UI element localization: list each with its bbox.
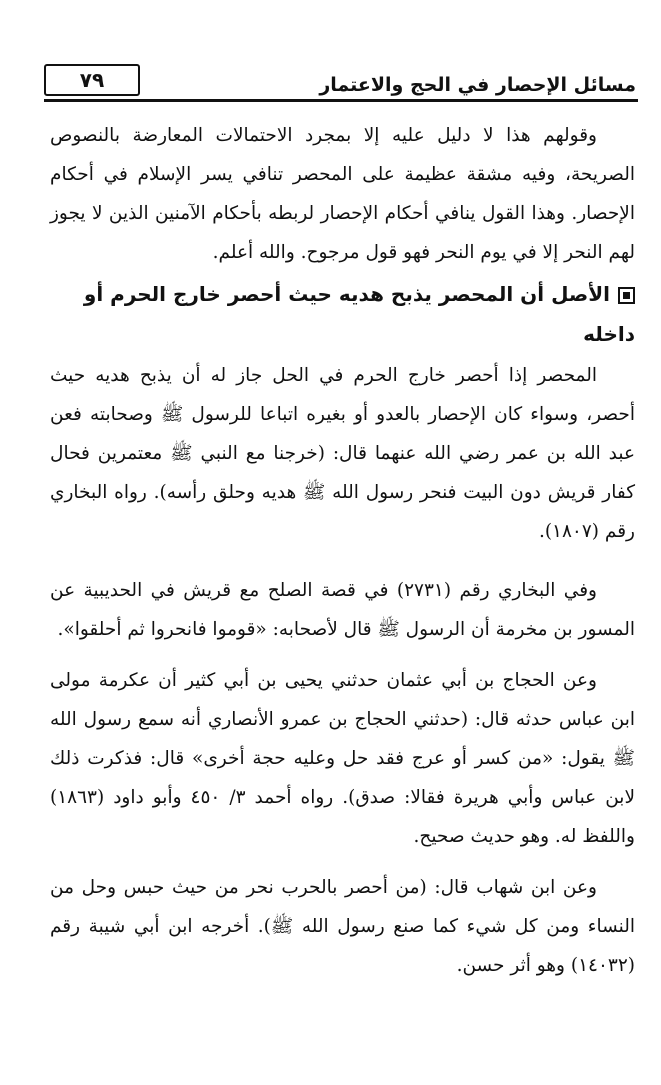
page-header	[44, 64, 638, 104]
paragraph-3: وفي البخاري رقم (٢٧٣١) في قصة الصلح مع قريش في الحديبية عن المسور بن مخرمة أن الرسول ﷺ قال لأصحابه: «قوموا فانحروا ثم أحلقوا».	[50, 580, 635, 640]
running-title: مسائل الإحصار في الحج والاعتمار	[319, 74, 636, 96]
section-marker-icon	[618, 287, 635, 304]
paragraph-2: المحصر إذا أحصر خارج الحرم في الحل جاز له أن يذبح هديه حيث أحصر، وسواء كان الإحصار بالعدو أو بغيره اتباعا للرسول ﷺ وصحابته فعن عبد الله بن عمر رضي الله عنهما قال: (خرجنا مع النبي ﷺ معتمرين فحال كفار قريش دون البيت فنحر رسول الله ﷺ هديه وحلق رأسه). رواه البخاري رقم (١٨٠٧).	[50, 365, 635, 542]
page-number: ٧٩	[79, 68, 105, 92]
page-number-box	[44, 64, 140, 96]
paragraph-5: وعن ابن شهاب قال: (من أحصر بالحرب نحر من حيث حبس وحل من النساء ومن كل شيء كما صنع رسول الله ﷺ). أخرجه ابن أبي شيبة رقم (١٤٠٣٢) وهو أثر حسن.	[50, 877, 635, 976]
header-rule	[44, 99, 638, 102]
section-heading	[50, 274, 635, 354]
page-body	[50, 116, 635, 985]
section-heading-text: الأصل أن المحصر يذبح هديه حيث أحصر خارج الحرم أو داخله	[83, 282, 635, 346]
paragraph-1: وقولهم هذا لا دليل عليه إلا بمجرد الاحتمالات المعارضة بالنصوص الصريحة، وفيه مشقة عظيمة على المحصر تنافي يسر الإسلام في أحكام الإحصار. وهذا القول ينافي أحكام الإحصار لربطه بأحكام الآمنين الذين لا يجوز لهم النحر إلا في يوم النحر فهو قول مرجوح. والله أعلم.	[50, 125, 635, 263]
spacer	[50, 649, 635, 661]
spacer	[50, 856, 635, 868]
spacer	[50, 551, 635, 571]
paragraph-4: وعن الحجاج بن أبي عثمان حدثني يحيى بن أبي كثير أن عكرمة مولى ابن عباس حدثه قال: (حدثني الحجاج بن عمرو الأنصاري أنه سمع رسول الله ﷺ يقول: «من كسر أو عرج فقد حل وعليه حجة أخرى» قال: فذكرت ذلك لابن عباس وأبي هريرة فقالا: صدق). رواه أحمد ٣/ ٤٥٠ وأبو داود (١٨٦٣) واللفظ له. وهو حديث صحيح.	[50, 670, 635, 847]
